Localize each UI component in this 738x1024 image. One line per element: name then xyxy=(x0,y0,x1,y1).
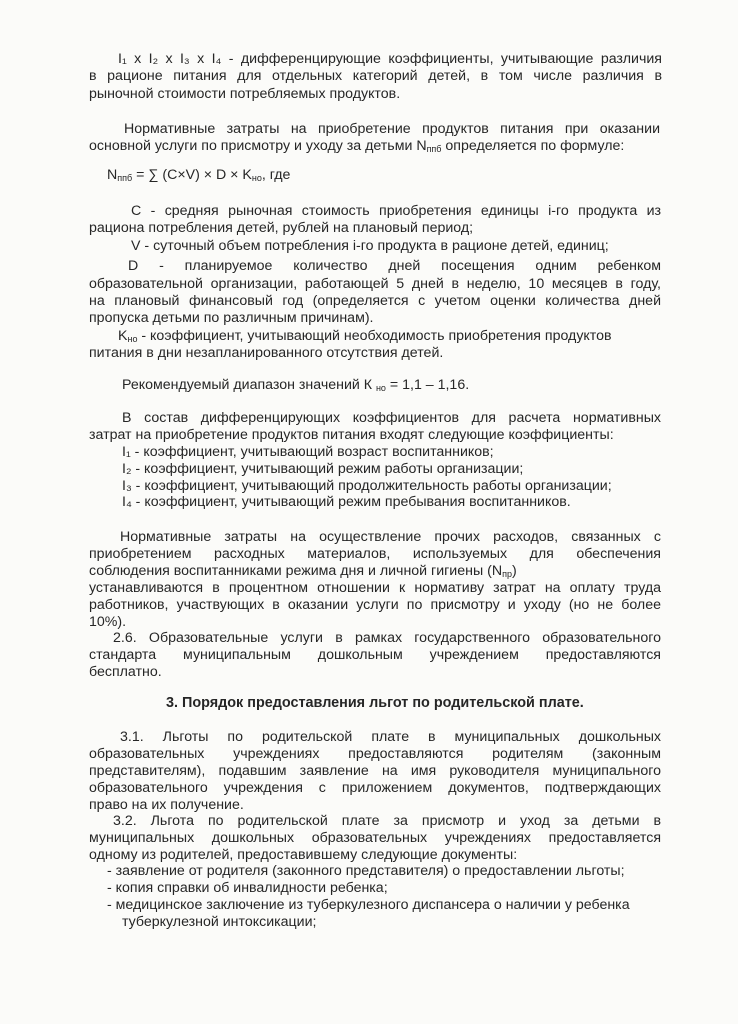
document-list-item-1: - заявление от родителя (законного представителя) о предоставлении льготы; xyxy=(107,863,625,879)
clause-3-1-line-2: образовательных учреждениях предоставляются родителям (законным xyxy=(89,746,661,762)
coefficient-item-2: I₂ - коэффициент, учитывающий режим работы организации; xyxy=(122,461,524,477)
definition-d-line-4: пропуска детьми по различным причинам). xyxy=(89,310,374,326)
other-expenses-line-2: приобретением расходных материалов, используемых для обеспечения xyxy=(89,546,661,562)
clause-2-6-line-1: 2.6. Образовательные услуги в рамках государственного образовательного xyxy=(113,630,661,646)
definition-d-line-3: на плановый финансовый год (определяется с учетом оценки количества дней xyxy=(89,293,661,309)
clause-3-1-line-1: 3.1. Льготы по родительской плате в муниципальных дошкольных xyxy=(120,729,661,745)
clause-3-2-line-3: одному из родителей, предоставившему следующие документы: xyxy=(89,847,518,863)
clause-3-1-line-4: образовательного учреждения с приложением документов, подтверждающих xyxy=(89,780,661,796)
definition-k-line-2: питания в дни незапланированного отсутствия детей. xyxy=(89,345,444,361)
coefficient-item-1: I₁ - коэффициент, учитывающий возраст воспитанников; xyxy=(122,444,494,460)
clause-3-1-line-3: представителям), подавшим заявление на имя руководителя муниципального xyxy=(89,763,661,779)
paragraph-coefficients-line-1: I₁ x I₂ x I₃ x I₄ - дифференцирующие коэффициенты, учитывающие различия xyxy=(118,51,662,67)
document-list-item-2: - копия справки об инвалидности ребенка; xyxy=(107,880,388,896)
definition-c-line-1: C - средняя рыночная стоимость приобретения единицы i-го продукта из xyxy=(131,203,661,219)
clause-3-2-line-1: 3.2. Льгота по родительской плате за присмотр и уход за детьми в xyxy=(113,813,661,829)
paragraph-food-costs-line-2: основной услуги по присмотру и уходу за детьми $N_{ппб}$ определяется по формуле: xyxy=(89,138,625,154)
coefficient-item-3: I₃ - коэффициент, учитывающий продолжительность работы организации; xyxy=(122,478,612,494)
other-expenses-line-1: Нормативные затраты на осуществление прочих расходов, связанных с xyxy=(120,529,661,545)
clause-2-6-line-2: стандарта муниципальным дошкольным учреждением предоставляются xyxy=(89,647,661,663)
clause-3-1-line-5: право на их получение. xyxy=(89,797,244,813)
coefficients-intro-line-2: затрат на приобретение продуктов питания входят следующие коэффициенты: xyxy=(89,427,614,443)
formula: $N_{ппб}$ = ∑ $(C\times V) \times D \times K_{но}$, где xyxy=(107,167,291,183)
other-expenses-line-5: работников, участвующих в оказании услуги по присмотру и уходу (но не более xyxy=(89,597,661,613)
definition-c-line-2: рациона потребления детей, рублей на плановый период; xyxy=(89,220,474,236)
definition-d-line-2: образовательной организации, работающей 5 дней в неделю, 10 месяцев в году, xyxy=(89,276,661,292)
paragraph-coefficients-line-2: в рационе питания для отдельных категорий детей, в том числе различия в xyxy=(89,68,662,84)
paragraph-food-costs-line-1: Нормативные затраты на приобретение продуктов питания при оказании xyxy=(124,121,660,137)
document-list-item-3-continuation: туберкулезной интоксикации; xyxy=(122,914,317,930)
definition-k-line-1: $K_{но}$ - коэффициент, учитывающий необходимость приобретения продуктов xyxy=(118,328,612,344)
coefficient-item-4: I₄ - коэффициент, учитывающий режим пребывания воспитанников. xyxy=(122,494,571,510)
paragraph-coefficients-line-3: рыночной стоимости потребляемых продуктов. xyxy=(89,86,401,102)
clause-2-6-line-3: бесплатно. xyxy=(89,664,162,680)
document-list-item-3: - медицинское заключение из туберкулезного диспансера о наличии у ребенка xyxy=(107,897,630,913)
recommended-range: Рекомендуемый диапазон значений К $_{но}$ = 1,1 – 1,16. xyxy=(122,377,470,393)
clause-3-2-line-2: муниципальных дошкольных образовательных учреждениях предоставляется xyxy=(89,830,661,846)
other-expenses-line-4: устанавливаются в процентном отношении к нормативу затрат на оплату труда xyxy=(89,580,661,596)
coefficients-intro-line-1: В состав дифференцирующих коэффициентов для расчета нормативных xyxy=(122,410,661,426)
definition-d-line-1: D - планируемое количество дней посещения одним ребенком xyxy=(128,258,661,274)
other-expenses-line-6: 10%). xyxy=(89,614,127,630)
definition-v: V - суточный объем потребления i-го продукта в рационе детей, единиц; xyxy=(131,238,609,254)
section-3-heading: 3. Порядок предоставления льгот по родительской плате. xyxy=(166,695,584,711)
other-expenses-line-3: соблюдения воспитанниками режима дня и личной гигиены $(N_{пр})$ xyxy=(89,563,517,579)
